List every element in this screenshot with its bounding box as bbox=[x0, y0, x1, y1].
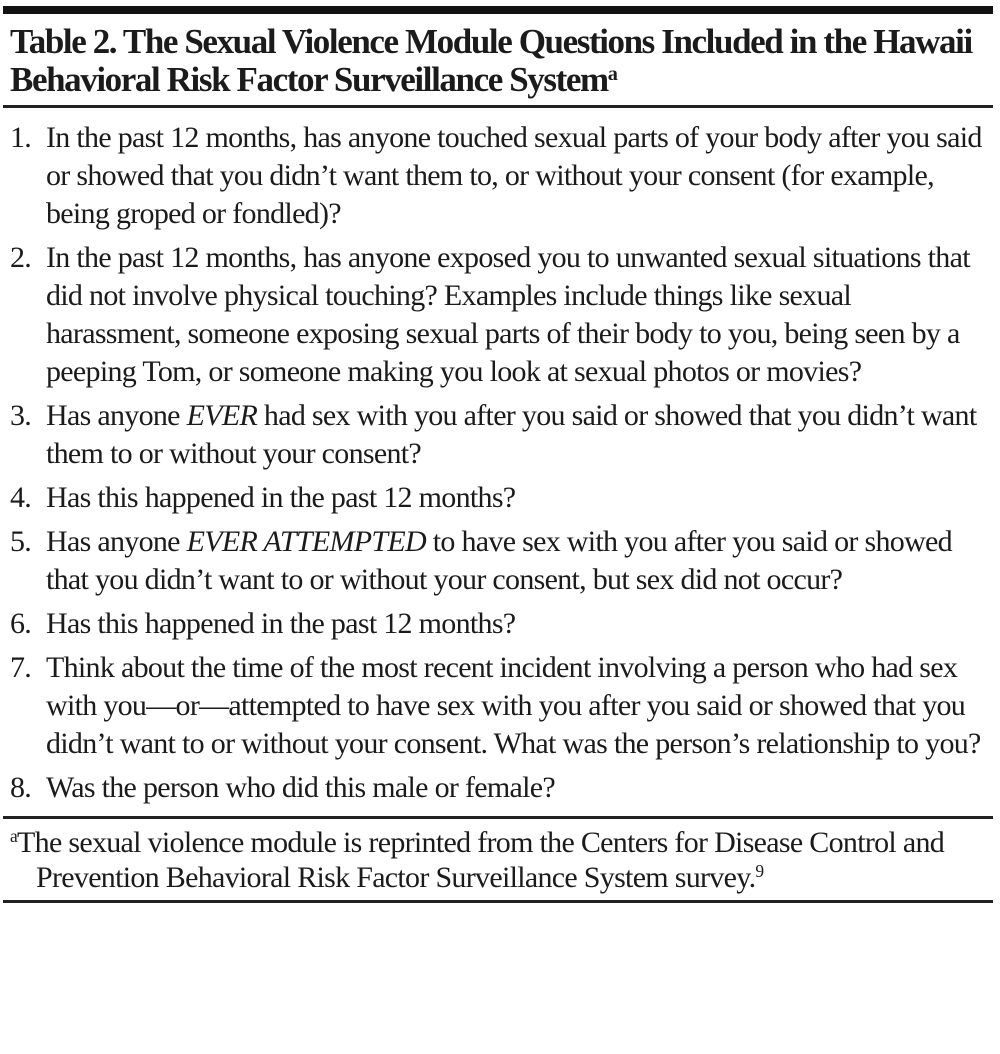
question-item bbox=[10, 605, 986, 643]
question-text bbox=[46, 119, 986, 233]
bottom-rule bbox=[3, 900, 993, 903]
question-text bbox=[46, 649, 986, 763]
question-list bbox=[10, 119, 986, 807]
question-item bbox=[10, 397, 986, 473]
table-2-container bbox=[0, 6, 1000, 1054]
title-divider bbox=[3, 105, 993, 108]
question-number: 7. bbox=[10, 651, 32, 684]
table-title bbox=[10, 23, 986, 99]
question-item bbox=[10, 239, 986, 391]
question-text bbox=[46, 769, 986, 807]
question-text-part: Was the person who did this male or female? bbox=[46, 771, 555, 804]
question-text bbox=[46, 479, 986, 517]
question-text bbox=[46, 523, 986, 599]
question-item bbox=[10, 523, 986, 599]
question-text bbox=[46, 397, 986, 473]
question-number: 1. bbox=[10, 121, 32, 154]
question-text-part: Has this happened in the past 12 months? bbox=[46, 607, 516, 640]
question-text bbox=[46, 605, 986, 643]
question-number: 2. bbox=[10, 241, 32, 274]
table-title-footnote-marker: a bbox=[607, 62, 617, 85]
question-number: 3. bbox=[10, 399, 32, 432]
question-text-part: had sex with you after you said or showed that you didn’t want them to or without your consent? bbox=[46, 399, 977, 470]
question-item bbox=[10, 649, 986, 763]
question-number: 8. bbox=[10, 771, 32, 804]
question-text-part: to have sex with you after you said or showed that you didn’t want to or without your consent, but sex did not occur? bbox=[46, 525, 952, 596]
footnote-reference-number: 9 bbox=[755, 861, 764, 882]
question-text-part: Think about the time of the most recent incident involving a person who had sex with you—or—attempted to have sex with you after you said or showed that you didn’t want to or without your consent. What was the person’s relationship to you? bbox=[46, 651, 981, 760]
footnote-marker: a bbox=[10, 826, 18, 847]
question-item bbox=[10, 119, 986, 233]
question-text-part: Has anyone bbox=[46, 525, 187, 558]
question-text-part: In the past 12 months, has anyone exposed you to unwanted sexual situations that did not involve physical touching? Examples include things like sexual harassment, someone exposing sexual parts of their body to you, being seen by a peeping Tom, or someone making you look at sexual photos or movies? bbox=[46, 241, 970, 388]
footnote-text: The sexual violence module is reprinted from the Centers for Disease Control and Prevention Behavioral Risk Factor Surveillance System survey. bbox=[17, 826, 945, 894]
question-number: 6. bbox=[10, 607, 32, 640]
question-text-part: Has this happened in the past 12 months? bbox=[46, 481, 516, 514]
question-text bbox=[46, 239, 986, 391]
table-title-text: Table 2. The Sexual Violence Module Questions Included in the Hawaii Behavioral Risk Factor Surveillance System bbox=[10, 22, 972, 99]
table-top-bar bbox=[3, 6, 993, 14]
question-text-part: In the past 12 months, has anyone touched sexual parts of your body after you said or showed that you didn’t want them to, or without your consent (for example, being groped or fondled)? bbox=[46, 121, 982, 230]
question-number: 4. bbox=[10, 481, 32, 514]
footnote bbox=[10, 825, 986, 895]
question-text-italic: EVER bbox=[186, 399, 258, 432]
question-number: 5. bbox=[10, 525, 32, 558]
footnote-divider bbox=[3, 816, 993, 819]
question-item bbox=[10, 769, 986, 807]
question-text-italic: EVER ATTEMPTED bbox=[186, 525, 426, 558]
question-item bbox=[10, 479, 986, 517]
question-text-part: Has anyone bbox=[46, 399, 187, 432]
